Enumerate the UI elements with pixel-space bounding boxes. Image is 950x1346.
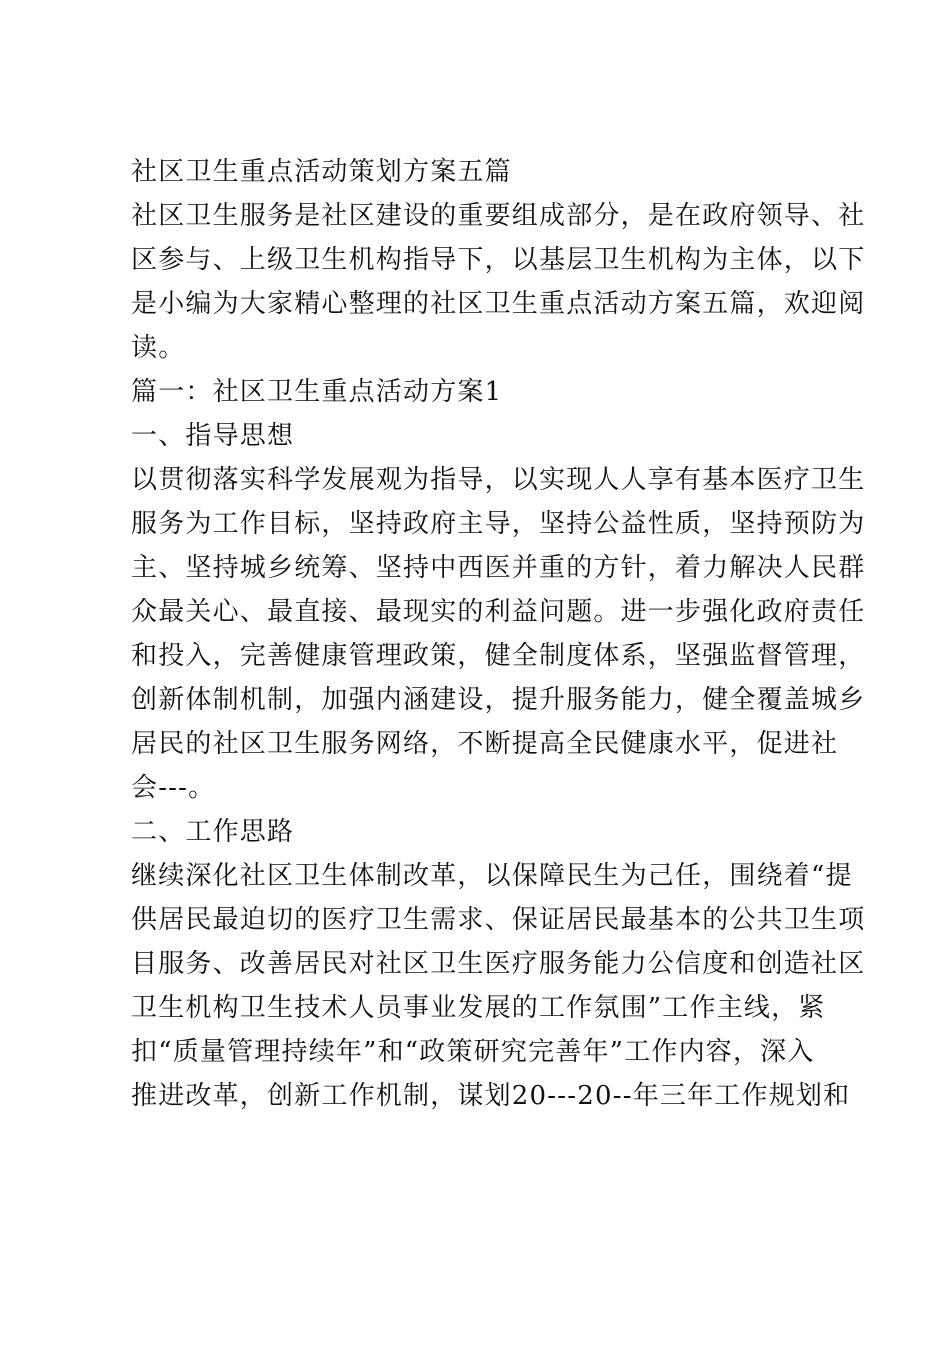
section2-line: 卫生机构卫生技术人员事业发展的工作氛围”工作主线，紧: [131, 993, 826, 1023]
intro-line: 读。: [131, 333, 186, 363]
section2-line: 推进改革，创新工作机制，谋划20---20--年三年工作规划和: [131, 1081, 851, 1111]
section1-line: 众最关心、最直接、最现实的利益问题。进一步强化政府责任: [131, 597, 866, 627]
document-body: [131, 150, 866, 1118]
section1-line: 以贯彻落实科学发展观为指导，以实现人人享有基本医疗卫生: [131, 465, 866, 495]
intro-line: 区参与、上级卫生机构指导下，以基层卫生机构为主体，以下: [131, 245, 866, 275]
section2-line: 继续深化社区卫生体制改革，以保障民生为己任，围绕着“提: [131, 861, 853, 891]
document-title: 社区卫生重点活动策划方案五篇: [131, 157, 512, 187]
section1-line: 居民的社区卫生服务网络，不断提高全民健康水平，促进社: [131, 729, 839, 759]
section2-line: 目服务、改善居民对社区卫生医疗服务能力公信度和创造社区: [131, 949, 866, 979]
section2-line: 扣“质量管理持续年”和“政策研究完善年”工作内容，深入: [131, 1037, 815, 1067]
part-heading: 篇一：社区卫生重点活动方案1: [131, 377, 503, 407]
section1-line: 和投入，完善健康管理政策，健全制度体系，坚强监督管理，: [131, 641, 866, 671]
section2-line: 供居民最迫切的医疗卫生需求、保证居民最基本的公共卫生项: [131, 905, 866, 935]
intro-line: 是小编为大家精心整理的社区卫生重点活动方案五篇，欢迎阅: [131, 289, 866, 319]
section-heading-guiding-ideology: 一、指导思想: [131, 421, 295, 451]
section1-line: 服务为工作目标，坚持政府主导，坚持公益性质，坚持预防为: [131, 509, 866, 539]
section-heading-work-approach: 二、工作思路: [131, 817, 295, 847]
section1-line: 主、坚持城乡统筹、坚持中西医并重的方针，着力解决人民群: [131, 553, 866, 583]
intro-line: 社区卫生服务是社区建设的重要组成部分，是在政府领导、社: [131, 201, 866, 231]
section1-line: 会---。: [131, 773, 216, 803]
section1-line: 创新体制机制，加强内涵建设，提升服务能力，健全覆盖城乡: [131, 685, 866, 715]
